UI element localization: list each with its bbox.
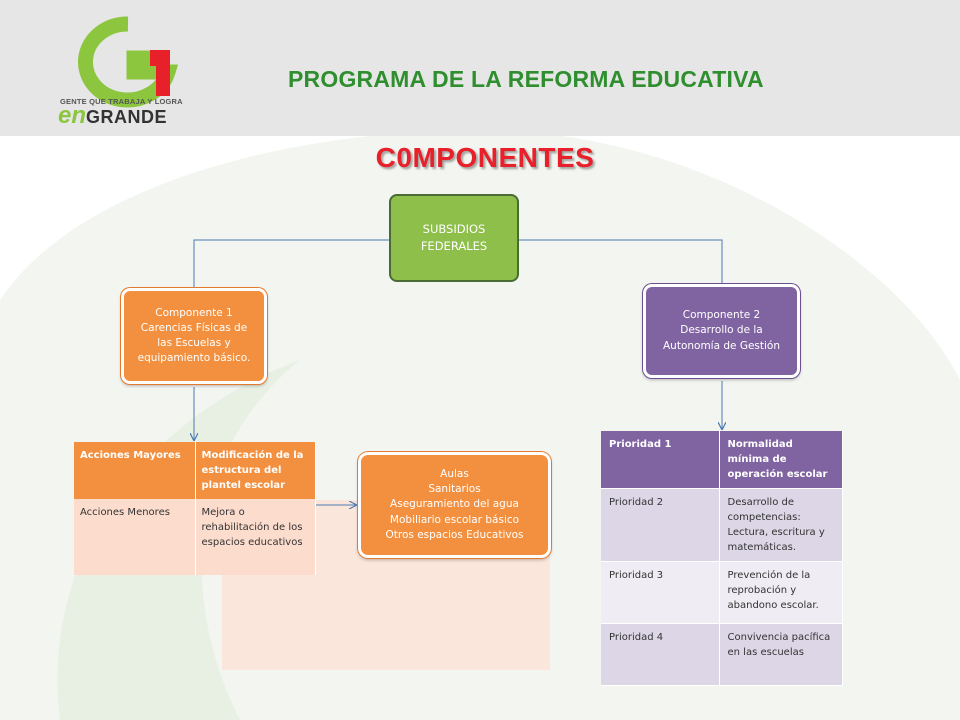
acciones-table <box>74 442 316 575</box>
table-row <box>601 489 843 562</box>
section-title: C0MPONENTES <box>375 142 595 173</box>
prioridad-cell: Normalidad mínima de operación escolar <box>719 431 843 489</box>
table-row <box>601 562 843 624</box>
table-row <box>601 431 843 489</box>
subsidios-federales-box <box>389 194 519 282</box>
prioridad-cell: Prioridad 1 <box>601 431 719 489</box>
table-row <box>74 499 316 575</box>
table-row <box>601 624 843 686</box>
logo-tagline: GENTE QUE TRABAJA Y LOGRA <box>60 97 183 106</box>
prioridades-table <box>601 431 843 686</box>
logo-word-grande: GRANDE <box>86 107 168 127</box>
subsidios-label: SUBSIDIOS FEDERALES <box>420 222 488 253</box>
prioridad-cell: Prioridad 2 <box>601 489 719 562</box>
componente-1-box <box>121 288 267 384</box>
acciones-cell: Mejora o rehabilitación de los espacios educativos <box>195 499 316 575</box>
prioridad-cell: Convivencia pacífica en las escuelas <box>719 624 843 686</box>
prioridad-cell: Prioridad 3 <box>601 562 719 624</box>
table-row <box>74 442 316 499</box>
componente-2-label: Componente 2 Desarrollo de la Autonomía de Gestión <box>662 309 781 352</box>
componente-1-label: Componente 1 Carencias Físicas de las Escuelas y equipamiento básico. <box>137 306 251 365</box>
logo-wordmark <box>58 104 167 128</box>
aulas-label: Aulas Sanitarios Aseguramiento del agua Mobiliario escolar básico Otros espacios Educativos <box>385 467 524 541</box>
prioridad-cell: Prevención de la reprobación y abandono escolar. <box>719 562 843 624</box>
prioridad-cell: Desarrollo de competencias: Lectura, escritura y matemáticas. <box>719 489 843 562</box>
aulas-box <box>358 452 551 558</box>
acciones-cell: Acciones Menores <box>74 499 195 575</box>
prioridad-cell: Prioridad 4 <box>601 624 719 686</box>
page-title: PROGRAMA DE LA REFORMA EDUCATIVA <box>288 66 764 92</box>
acciones-cell: Modificación de la estructura del plantel escolar <box>195 442 316 499</box>
acciones-cell: Acciones Mayores <box>74 442 195 499</box>
componente-2-box <box>643 284 800 378</box>
logo-word-en: en <box>58 102 87 129</box>
